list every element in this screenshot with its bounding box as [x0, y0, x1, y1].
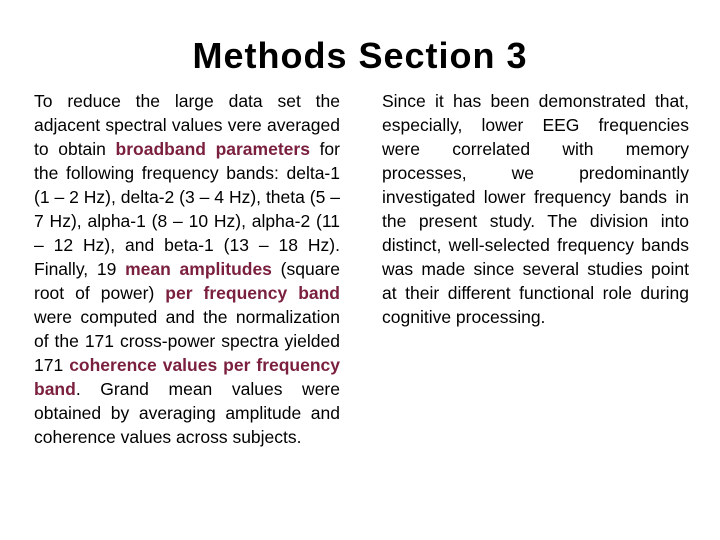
highlight-coherence-values: coherence values per frequency band [34, 355, 341, 399]
highlight-broadband-parameters: broadband parameters [115, 139, 310, 159]
slide-title: Methods Section 3 [192, 35, 528, 76]
left-text-segment: To reduce the large data set the adjacent spectral values vere averaged to obtain [34, 91, 340, 159]
left-text-segment: for the following frequency bands: delta-1 (1 – 2 Hz), delta-2 (3 – 4 Hz), theta (5 – 7 Hz), alpha-1 (8 – 10 Hz), alpha-2 (11 – 12 Hz), and beta-1 (13 – 18 Hz). Finally, 19 [34, 139, 340, 279]
highlight-per-frequency-band: per frequency band [165, 283, 340, 303]
left-text-segment: (square root of power) [34, 259, 340, 303]
right-text-column: Since it has been demonstrated that, especially, lower EEG frequencies were correlated with memory processes, we predominantly investigated lower frequency bands in the present study. The division into distinct, well-selected frequency bands was made since several studies point at their different functional role during cognitive processing. [382, 91, 689, 327]
left-text-segment: . Grand mean values were obtained by averaging amplitude and coherence values across subjects. [34, 379, 340, 447]
left-text-segment: were computed and the normalization of the 171 cross-power spectra yielded 171 [34, 307, 340, 375]
left-text-column [34, 89, 340, 449]
highlight-mean-amplitudes: mean amplitudes [125, 259, 272, 279]
